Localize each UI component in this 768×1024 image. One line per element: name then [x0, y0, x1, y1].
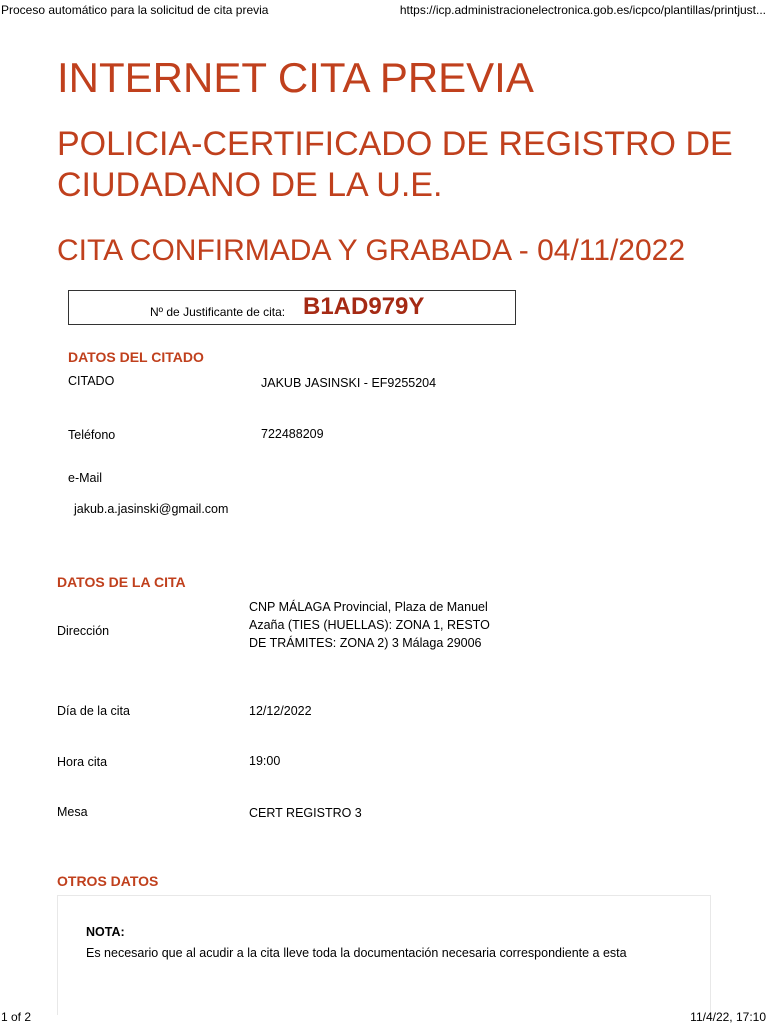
print-page-title: Proceso automático para la solicitud de cita previa — [1, 3, 269, 17]
print-header — [0, 2, 768, 18]
justificante-code: B1AD979Y — [303, 293, 425, 320]
note-text: Es necesario que al acudir a la cita lleve toda la documentación necesaria correspondiente a esta — [86, 946, 627, 960]
citado-label: CITADO — [68, 374, 115, 388]
direccion-value: CNP MÁLAGA Provincial, Plaza de Manuel Azaña (TIES (HUELLAS): ZONA 1, RESTO DE TRÁMITES: ZONA 2) 3 Málaga 29006 — [249, 600, 490, 650]
telefono-value: 722488209 — [261, 427, 324, 441]
mesa-value: CERT REGISTRO 3 — [249, 806, 362, 820]
note-box — [57, 895, 711, 1015]
justificante-box — [68, 290, 516, 325]
section-title-citado: DATOS DEL CITADO — [68, 349, 204, 365]
confirmation-status: CITA CONFIRMADA Y GRABADA - 04/11/2022 — [57, 234, 686, 267]
section-title-cita: DATOS DE LA CITA — [57, 574, 186, 590]
page-title: INTERNET CITA PREVIA — [57, 54, 534, 101]
direccion-label: Dirección — [57, 624, 110, 638]
dia-value: 12/12/2022 — [249, 704, 312, 718]
email-value: jakub.a.jasinski@gmail.com — [74, 502, 229, 516]
note-title: NOTA: — [86, 925, 125, 939]
print-url: https://icp.administracionelectronica.gob.es/icpco/plantillas/printjust... — [399, 3, 766, 17]
citado-value: JAKUB JASINSKI - EF9255204 — [261, 376, 437, 390]
dia-label: Día de la cita — [57, 704, 130, 718]
justificante-label: Nº de Justificante de cita: — [150, 305, 286, 319]
page-number: 1 of 2 — [1, 1010, 32, 1024]
telefono-label: Teléfono — [68, 428, 116, 442]
email-label: e-Mail — [68, 471, 103, 485]
hora-value: 19:00 — [249, 754, 281, 768]
print-footer — [0, 1009, 768, 1024]
section-title-otros: OTROS DATOS — [57, 873, 159, 889]
procedure-title: POLICIA-CERTIFICADO DE REGISTRO DE CIUDADANO DE LA U.E. — [57, 125, 733, 204]
mesa-label: Mesa — [57, 805, 88, 819]
hora-label: Hora cita — [57, 755, 108, 769]
print-datetime: 11/4/22, 17:10 — [690, 1010, 766, 1024]
